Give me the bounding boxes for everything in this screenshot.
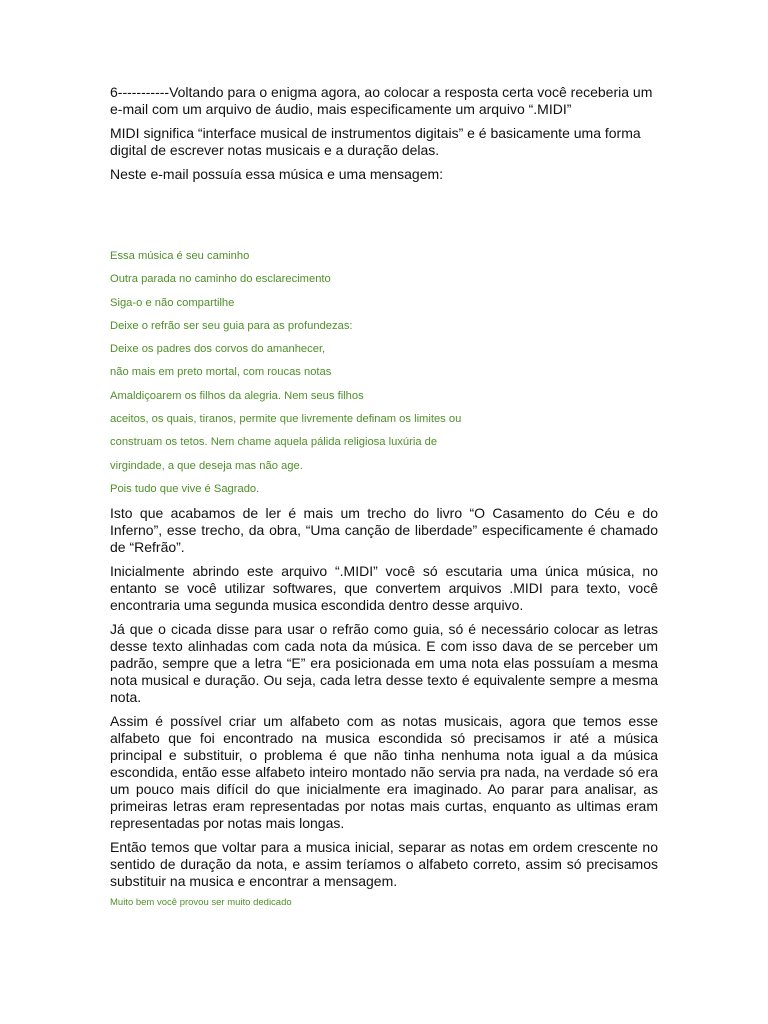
body-paragraph-4: Assim é possível criar um alfabeto com as notas musicais, agora que temos esse alfabeto que foi encontrado na musica escondida só precisamos ir até a música principal e substituir, o problema é que não tinha nenhuma nota igual a da música escondida, então esse alfabeto inteiro montado não servia pra nada, na verdade só era um pouco mais difícil do que inicialmente era imaginado. Ao parar para analisar, as primeiras letras eram representadas por notas mais curtas, enquanto as ultimas eram representadas por notas mais longas. xyxy=(110,713,658,832)
body-section xyxy=(110,505,658,890)
poem-line: construam os tetos. Nem chame aquela pálida religiosa luxúria de xyxy=(110,436,438,449)
poem-line: Deixe o refrão ser seu guia para as profundezas: xyxy=(110,319,353,332)
intro-paragraph-1: 6-----------Voltando para o enigma agora, ao colocar a resposta certa você receberia um e-mail com um arquivo de áudio, mais especificamente um arquivo “.MIDI” xyxy=(110,84,653,117)
body-paragraph-3: Já que o cicada disse para usar o refrão como guia, só é necessário colocar as letras desse texto alinhadas com cada nota da música. E com isso dava de se perceber um padrão, sempre que a letra “E” era posicionada em uma nota elas possuíam a mesma nota musical e duração. Ou seja, cada letra desse texto é equivalente sempre a mesma nota. xyxy=(110,621,658,706)
body-paragraph-2: Inicialmente abrindo este arquivo “.MIDI” você só escutaria uma única música, no entanto se você utilizar softwares, que convertem arquivos .MIDI para texto, você encontraria uma segunda musica escondida dentro desse arquivo. xyxy=(110,563,658,614)
poem-line: Pois tudo que vive é Sagrado. xyxy=(110,482,260,495)
blank-space xyxy=(110,190,658,249)
document-page xyxy=(110,84,658,909)
poem-line: Deixe os padres dos corvos do amanhecer, xyxy=(110,343,326,356)
poem-line: Siga-o e não compartilhe xyxy=(110,296,235,309)
closing-note: Muito bem você provou ser muito dedicado xyxy=(110,897,292,909)
poem-line: não mais em preto mortal, com roucas notas xyxy=(110,366,332,379)
poem-line: virgindade, a que deseja mas não age. xyxy=(110,459,303,472)
poem-message xyxy=(110,249,658,496)
poem-line: Amaldiçoarem os filhos da alegria. Nem seus filhos xyxy=(110,389,364,402)
poem-line: aceitos, os quais, tiranos, permite que livremente definam os limites ou xyxy=(110,413,462,426)
poem-line: Outra parada no caminho do esclarecimento xyxy=(110,273,331,286)
body-paragraph-1: Isto que acabamos de ler é mais um trecho do livro “O Casamento do Céu e do Inferno”, esse trecho, da obra, “Uma canção de liberdade” especificamente é chamado de “Refrão”. xyxy=(110,505,658,556)
intro-paragraph-3: Neste e-mail possuía essa música e uma mensagem: xyxy=(110,166,444,182)
intro-paragraph-2: MIDI significa “interface musical de instrumentos digitais” e é basicamente uma forma digital de escrever notas musicais e a duração delas. xyxy=(110,125,641,158)
body-paragraph-5: Então temos que voltar para a musica inicial, separar as notas em ordem crescente no sentido de duração da nota, e assim teríamos o alfabeto correto, assim só precisamos substituir na musica e encontrar a mensagem. xyxy=(110,839,658,890)
poem-line: Essa música é seu caminho xyxy=(110,250,250,262)
